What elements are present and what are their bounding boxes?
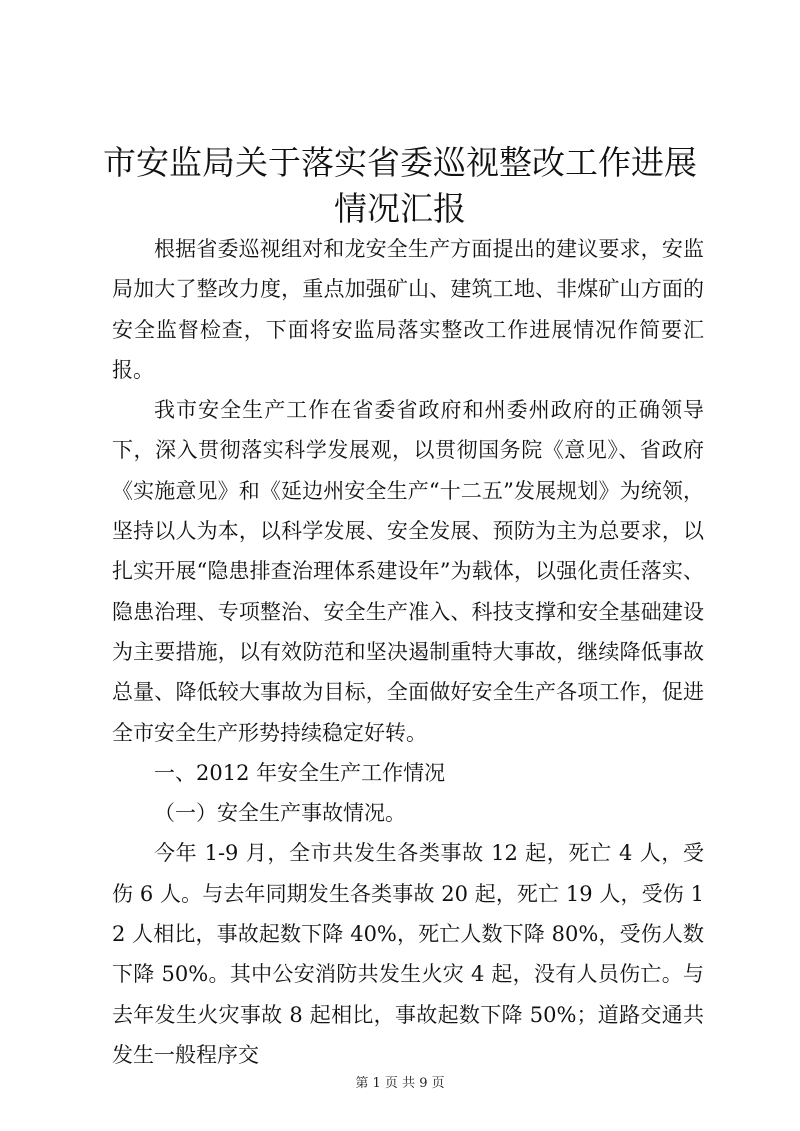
paragraph-overview: 我市安全生产工作在省委省政府和州委州政府的正确领导下，深入贯彻落实科学发展观，以贯彻国务院《意见》、省政府《实施意见》和《延边州安全生产“十二五”发展规划》为统领，坚持以人为本，以科学发展、安全发展、预防为主为总要求，以扎实开展“隐患排查治理体系建设年”为载体，以强化责任落实、隐患治理、专项整治、安全生产准入、科技支撑和安全基础建设为主要措施，以有效防范和坚决遏制重特大事故，继续降低事故总量、降低较大事故为目标，全面做好安全生产各项工作，促进全市安全生产形势持续稳定好转。 [112, 398, 704, 745]
subsection-heading: （一）安全生产事故情况。 [154, 801, 406, 826]
page-indicator: 第 1 页 共 9 页 [355, 1076, 445, 1091]
paragraph-accident-stats: 今年 1-9 月，全市共发生各类事故 12 起，死亡 4 人，受伤 6 人。与去年同期发生各类事故 20 起，死亡 19 人，受伤 12 人相比，事故起数下降 40%，死亡人数下降 80%，受伤人数下降 50%。其中公安消防共发生火灾 4 起，没有人员伤亡。与去年发生火灾事故 8 起相比，事故起数下降 50%；道路交通共发生一般程序交 [112, 841, 704, 1067]
document-title: 市安监局关于落实省委巡视整改工作进展情况汇报 [103, 143, 697, 228]
section-heading: 一、2012 年安全生产工作情况 [154, 760, 446, 785]
document-body [112, 229, 704, 1075]
paragraph-intro: 根据省委巡视组对和龙安全生产方面提出的建议要求，安监局加大了整改力度，重点加强矿山、建筑工地、非煤矿山方面的安全监督检查，下面将安监局落实整改工作进展情况作简要汇报。 [112, 237, 704, 382]
